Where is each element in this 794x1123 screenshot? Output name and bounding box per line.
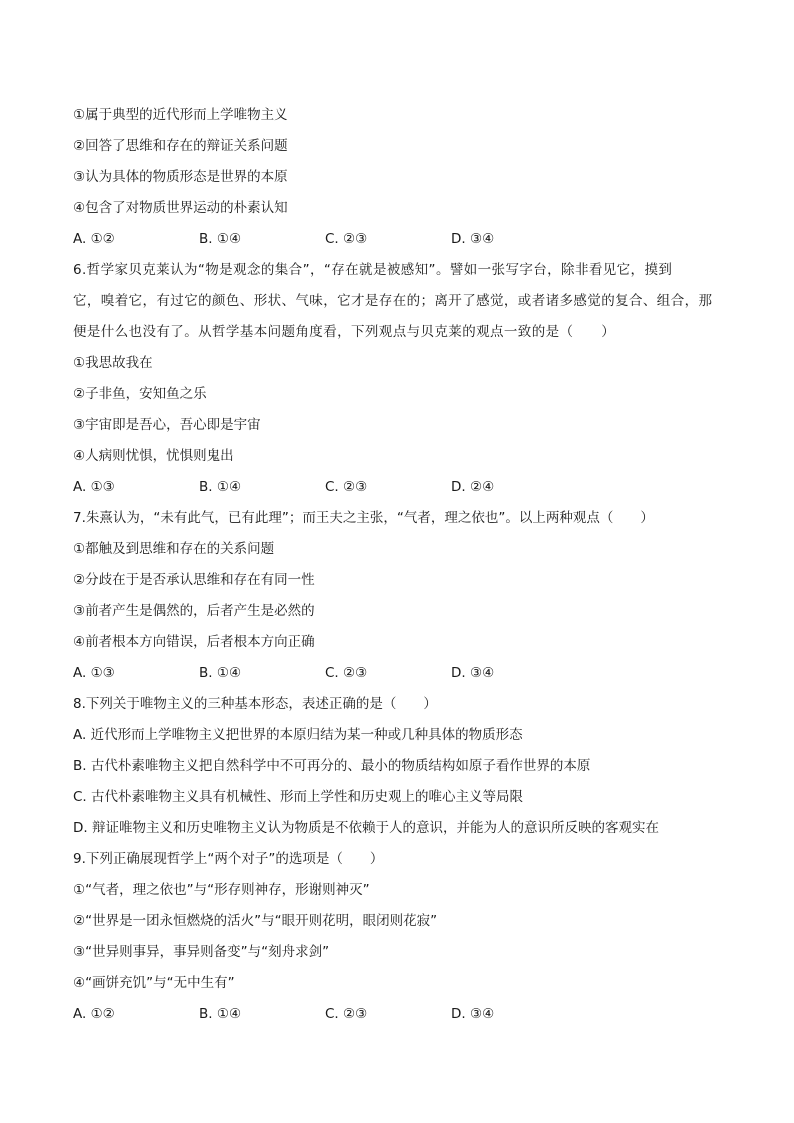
q5-option-b: B. ①④ (199, 231, 242, 247)
q6-option-a: A. ①③ (73, 479, 115, 495)
q5-option-a: A. ①② (73, 231, 115, 247)
q8-stem: 8.下列关于唯物主义的三种基本形态，表述正确的是（ ） (73, 696, 437, 712)
q6-stem-line-2: 它，嗅着它，有过它的颜色、形状、气味，它才是存在的；离开了感觉，或者诸多感觉的复合、组合，那 (73, 293, 713, 309)
question-6 (73, 255, 733, 503)
q7-item-1: ①都触及到思维和存在的关系问题 (73, 541, 275, 557)
q9-options (73, 999, 733, 1030)
q7-option-a: A. ①③ (73, 665, 115, 681)
q9-item-3: ③“世异则事异，事异则备变”与“刻舟求剑” (73, 944, 330, 960)
q7-item-4: ④前者根本方向错误，后者根本方向正确 (73, 634, 315, 650)
q7-options (73, 658, 733, 689)
q6-stem-line-1: 6.哲学家贝克莱认为“物是观念的集合”，“存在就是被感知”。譬如一张写字台，除非看见它，摸到 (73, 262, 673, 278)
q7-stem: 7.朱熹认为，“未有此气，已有此理”；而王夫之主张，“气者，理之依也”。以上两种观点（ ） (73, 510, 654, 526)
q7-item-2: ②分歧在于是否承认思维和存在有同一性 (73, 572, 315, 588)
q5-options (73, 224, 733, 255)
q9-option-b: B. ①④ (199, 1006, 242, 1022)
question-8 (73, 689, 733, 844)
q6-option-c: C. ②③ (325, 479, 368, 495)
question-7 (73, 503, 733, 689)
q9-option-a: A. ①② (73, 1006, 115, 1022)
q8-option-a: A. 近代形而上学唯物主义把世界的本原归结为某一种或几种具体的物质形态 (73, 727, 523, 743)
q6-item-2: ②子非鱼，安知鱼之乐 (73, 386, 207, 402)
question-9 (73, 844, 733, 1030)
q8-option-c: C. 古代朴素唯物主义具有机械性、形而上学性和历史观上的唯心主义等局限 (73, 789, 524, 805)
question-5 (73, 100, 733, 255)
q8-option-b: B. 古代朴素唯物主义把自然科学中不可再分的、最小的物质结构如原子看作世界的本原 (73, 758, 591, 774)
q9-option-d: D. ③④ (451, 1006, 495, 1022)
q5-item-1: ①属于典型的近代形而上学唯物主义 (73, 107, 288, 123)
q6-options (73, 472, 733, 503)
q5-item-3: ③认为具体的物质形态是世界的本原 (73, 169, 288, 185)
q9-item-4: ④“画饼充饥”与“无中生有” (73, 975, 235, 991)
q6-item-4: ④人病则忧惧，忧惧则鬼出 (73, 448, 234, 464)
q5-item-2: ②回答了思维和存在的辩证关系问题 (73, 138, 288, 154)
q6-option-d: D. ②④ (451, 479, 495, 495)
q9-item-1: ①“气者，理之依也”与“形存则神存，形谢则神灭” (73, 882, 370, 898)
q7-option-c: C. ②③ (325, 665, 368, 681)
q7-option-d: D. ③④ (451, 665, 495, 681)
q8-option-d: D. 辩证唯物主义和历史唯物主义认为物质是不依赖于人的意识，并能为人的意识所反映的客观实在 (73, 820, 659, 836)
q5-item-4: ④包含了对物质世界运动的朴素认知 (73, 200, 288, 216)
q6-option-b: B. ①④ (199, 479, 242, 495)
q6-item-1: ①我思故我在 (73, 355, 153, 371)
q6-stem-line-3: 便是什么也没有了。从哲学基本问题角度看，下列观点与贝克莱的观点一致的是（ ） (73, 324, 616, 340)
q5-option-d: D. ③④ (451, 231, 495, 247)
q7-item-3: ③前者产生是偶然的，后者产生是必然的 (73, 603, 315, 619)
q9-item-2: ②“世界是一团永恒燃烧的活火”与“眼开则花明，眼闭则花寂” (73, 913, 438, 929)
q5-option-c: C. ②③ (325, 231, 368, 247)
q9-stem: 9.下列正确展现哲学上“两个对子”的选项是（ ） (73, 851, 384, 867)
document-page (73, 100, 733, 1030)
q9-option-c: C. ②③ (325, 1006, 368, 1022)
q7-option-b: B. ①④ (199, 665, 242, 681)
q6-item-3: ③宇宙即是吾心，吾心即是宇宙 (73, 417, 261, 433)
